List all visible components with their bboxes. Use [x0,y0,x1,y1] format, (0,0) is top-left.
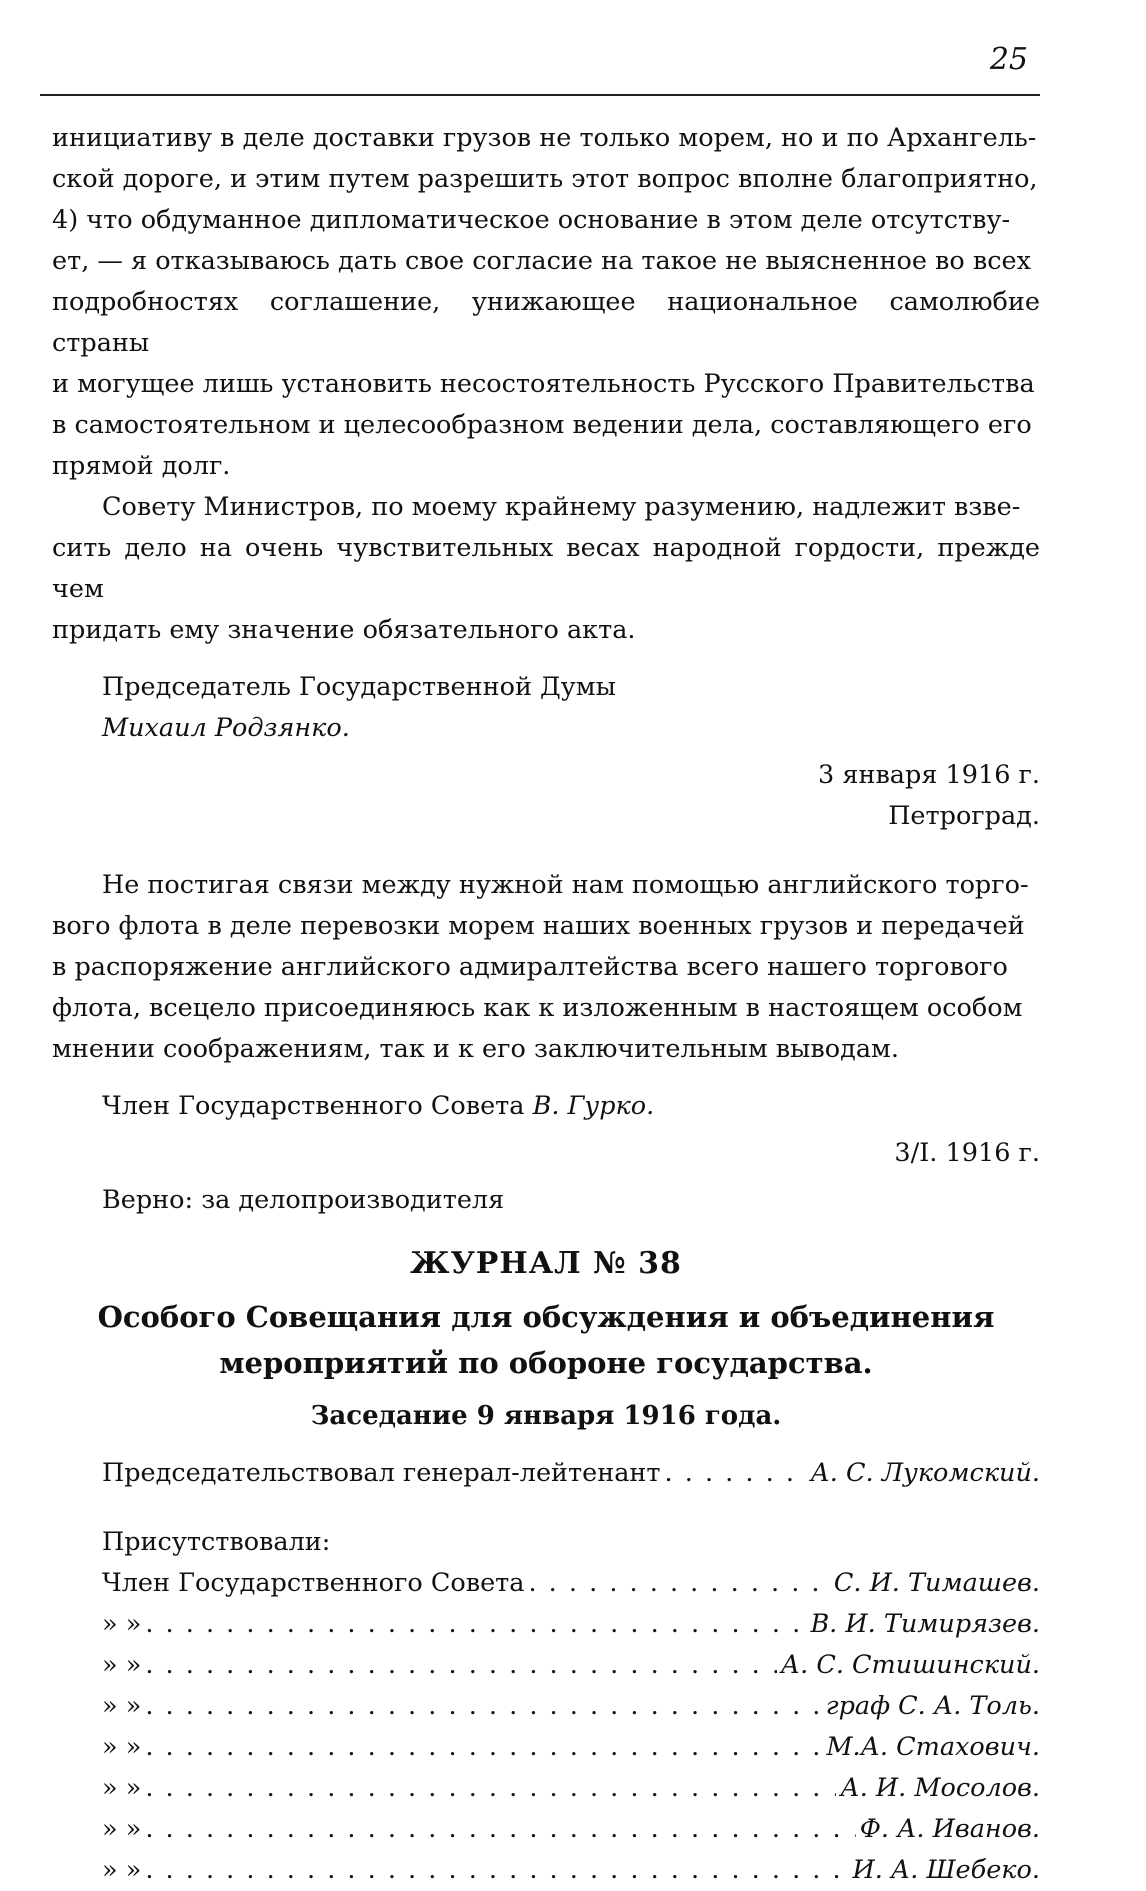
leader-dots [145,1727,822,1768]
text-line: сить дело на очень чувствительных весах народной гордости, прежде чем [52,533,1040,604]
text-line: 4) что обдуманное дипломатическое основание в этом деле отсутству- [52,205,1011,235]
header-rule [40,94,1040,96]
leader-dots [528,1563,829,1604]
member-name: А. С. Стишинский. [780,1650,1040,1680]
signer-line [52,1086,1040,1127]
leader-dots [145,1604,806,1645]
member-row [52,1645,1040,1686]
verified-line: Верно: за делопроизводителя [102,1185,505,1215]
text-line: мнении соображениям, так и к его заключительным выводам. [52,1034,899,1064]
place-line: Петроград. [888,801,1040,831]
member-label: » » [102,1691,142,1721]
present-label: Присутствовали: [102,1527,331,1557]
member-name: А. И. Мосолов. [840,1773,1040,1803]
subtitle-line: мероприятий по обороне государства. [219,1346,873,1380]
signer-name: В. Гурко. [532,1091,655,1121]
member-label: » » [102,1855,142,1885]
session-date: Заседание 9 января 1916 года. [310,1401,782,1431]
text-line: в самостоятельном и целесообразном ведении дела, составляющего его [52,410,1032,440]
member-row [52,1686,1040,1727]
date-line: 3/I. 1916 г. [894,1138,1040,1168]
subtitle-line: Особого Совещания для обсуждения и объединения [97,1300,995,1334]
signer-title: Председатель Государственной Думы [102,672,616,702]
text-line: вого флота в деле перевозки морем наших военных грузов и передачей [52,911,1025,941]
text-line: и могущее лишь установить несостоятельность Русского Правительства [52,369,1035,399]
member-name: М.А. Стахович. [826,1732,1040,1762]
text-line: инициативу в деле доставки грузов не только морем, но и по Архангель- [52,123,1037,153]
journal-subtitle [52,1294,1040,1386]
member-label: » » [102,1650,142,1680]
journal-title: ЖУРНАЛ № 38 [410,1246,682,1281]
text-line: ской дороге, и этим путем разрешить этот вопрос вполне благоприятно, [52,164,1038,194]
running-header [40,42,1040,96]
members-list [52,1563,1040,1891]
date-line: 3 января 1916 г. [818,760,1040,790]
member-label: » » [102,1773,142,1803]
member-row [52,1727,1040,1768]
leader-dots [145,1645,776,1686]
member-row [52,1850,1040,1891]
text-line: флота, всецело присоединяюсь как к изложенным в настоящем особом [52,993,1023,1023]
leader-dots [145,1850,848,1891]
member-label: » » [102,1814,142,1844]
member-row [52,1768,1040,1809]
text-line: подробностях соглашение, унижающее национальное самолюбие страны [52,287,1040,358]
paragraph-council [52,487,1040,651]
chaired-label: Председательствовал генерал-лейтенант [102,1458,661,1488]
member-row [52,1604,1040,1645]
member-name: С. И. Тимашев. [833,1568,1040,1598]
leader-dots [145,1686,821,1727]
text-line: в распоряжение английского адмиралтейства всего нашего торгового [52,952,1008,982]
signer-name: Михаил Родзянко. [102,713,350,743]
member-row [52,1809,1040,1850]
document-body [52,118,1040,1891]
member-label: Член Государственного Совета [102,1568,525,1598]
leader-dots [145,1768,836,1809]
text-line: прямой долг. [52,451,231,481]
chaired-name: А. С. Лукомский. [810,1458,1040,1488]
text-line: Не постигая связи между нужной нам помощью английского торго- [102,870,1029,900]
page-number: 25 [989,42,1028,77]
member-name: В. И. Тимирязев. [810,1609,1040,1639]
text-line: Совету Министров, по моему крайнему разумению, надлежит взве- [102,492,1021,522]
leader-dots [665,1453,807,1494]
member-row [52,1563,1040,1604]
member-label: » » [102,1609,142,1639]
chaired-row [52,1453,1040,1494]
paragraph-continuation [52,118,1040,487]
leader-dots [145,1809,855,1850]
member-name: И. А. Шебеко. [852,1855,1040,1885]
paragraph-gurko [52,865,1040,1070]
text-line: придать ему значение обязательного акта. [52,615,636,645]
signer-title: Член Государственного Совета [102,1091,533,1121]
text-line: ет, — я отказываюсь дать свое согласие на такое не выясненное во всех [52,246,1031,276]
member-label: » » [102,1732,142,1762]
member-name: Ф. А. Иванов. [859,1814,1040,1844]
member-name: граф С. А. Толь. [825,1691,1040,1721]
